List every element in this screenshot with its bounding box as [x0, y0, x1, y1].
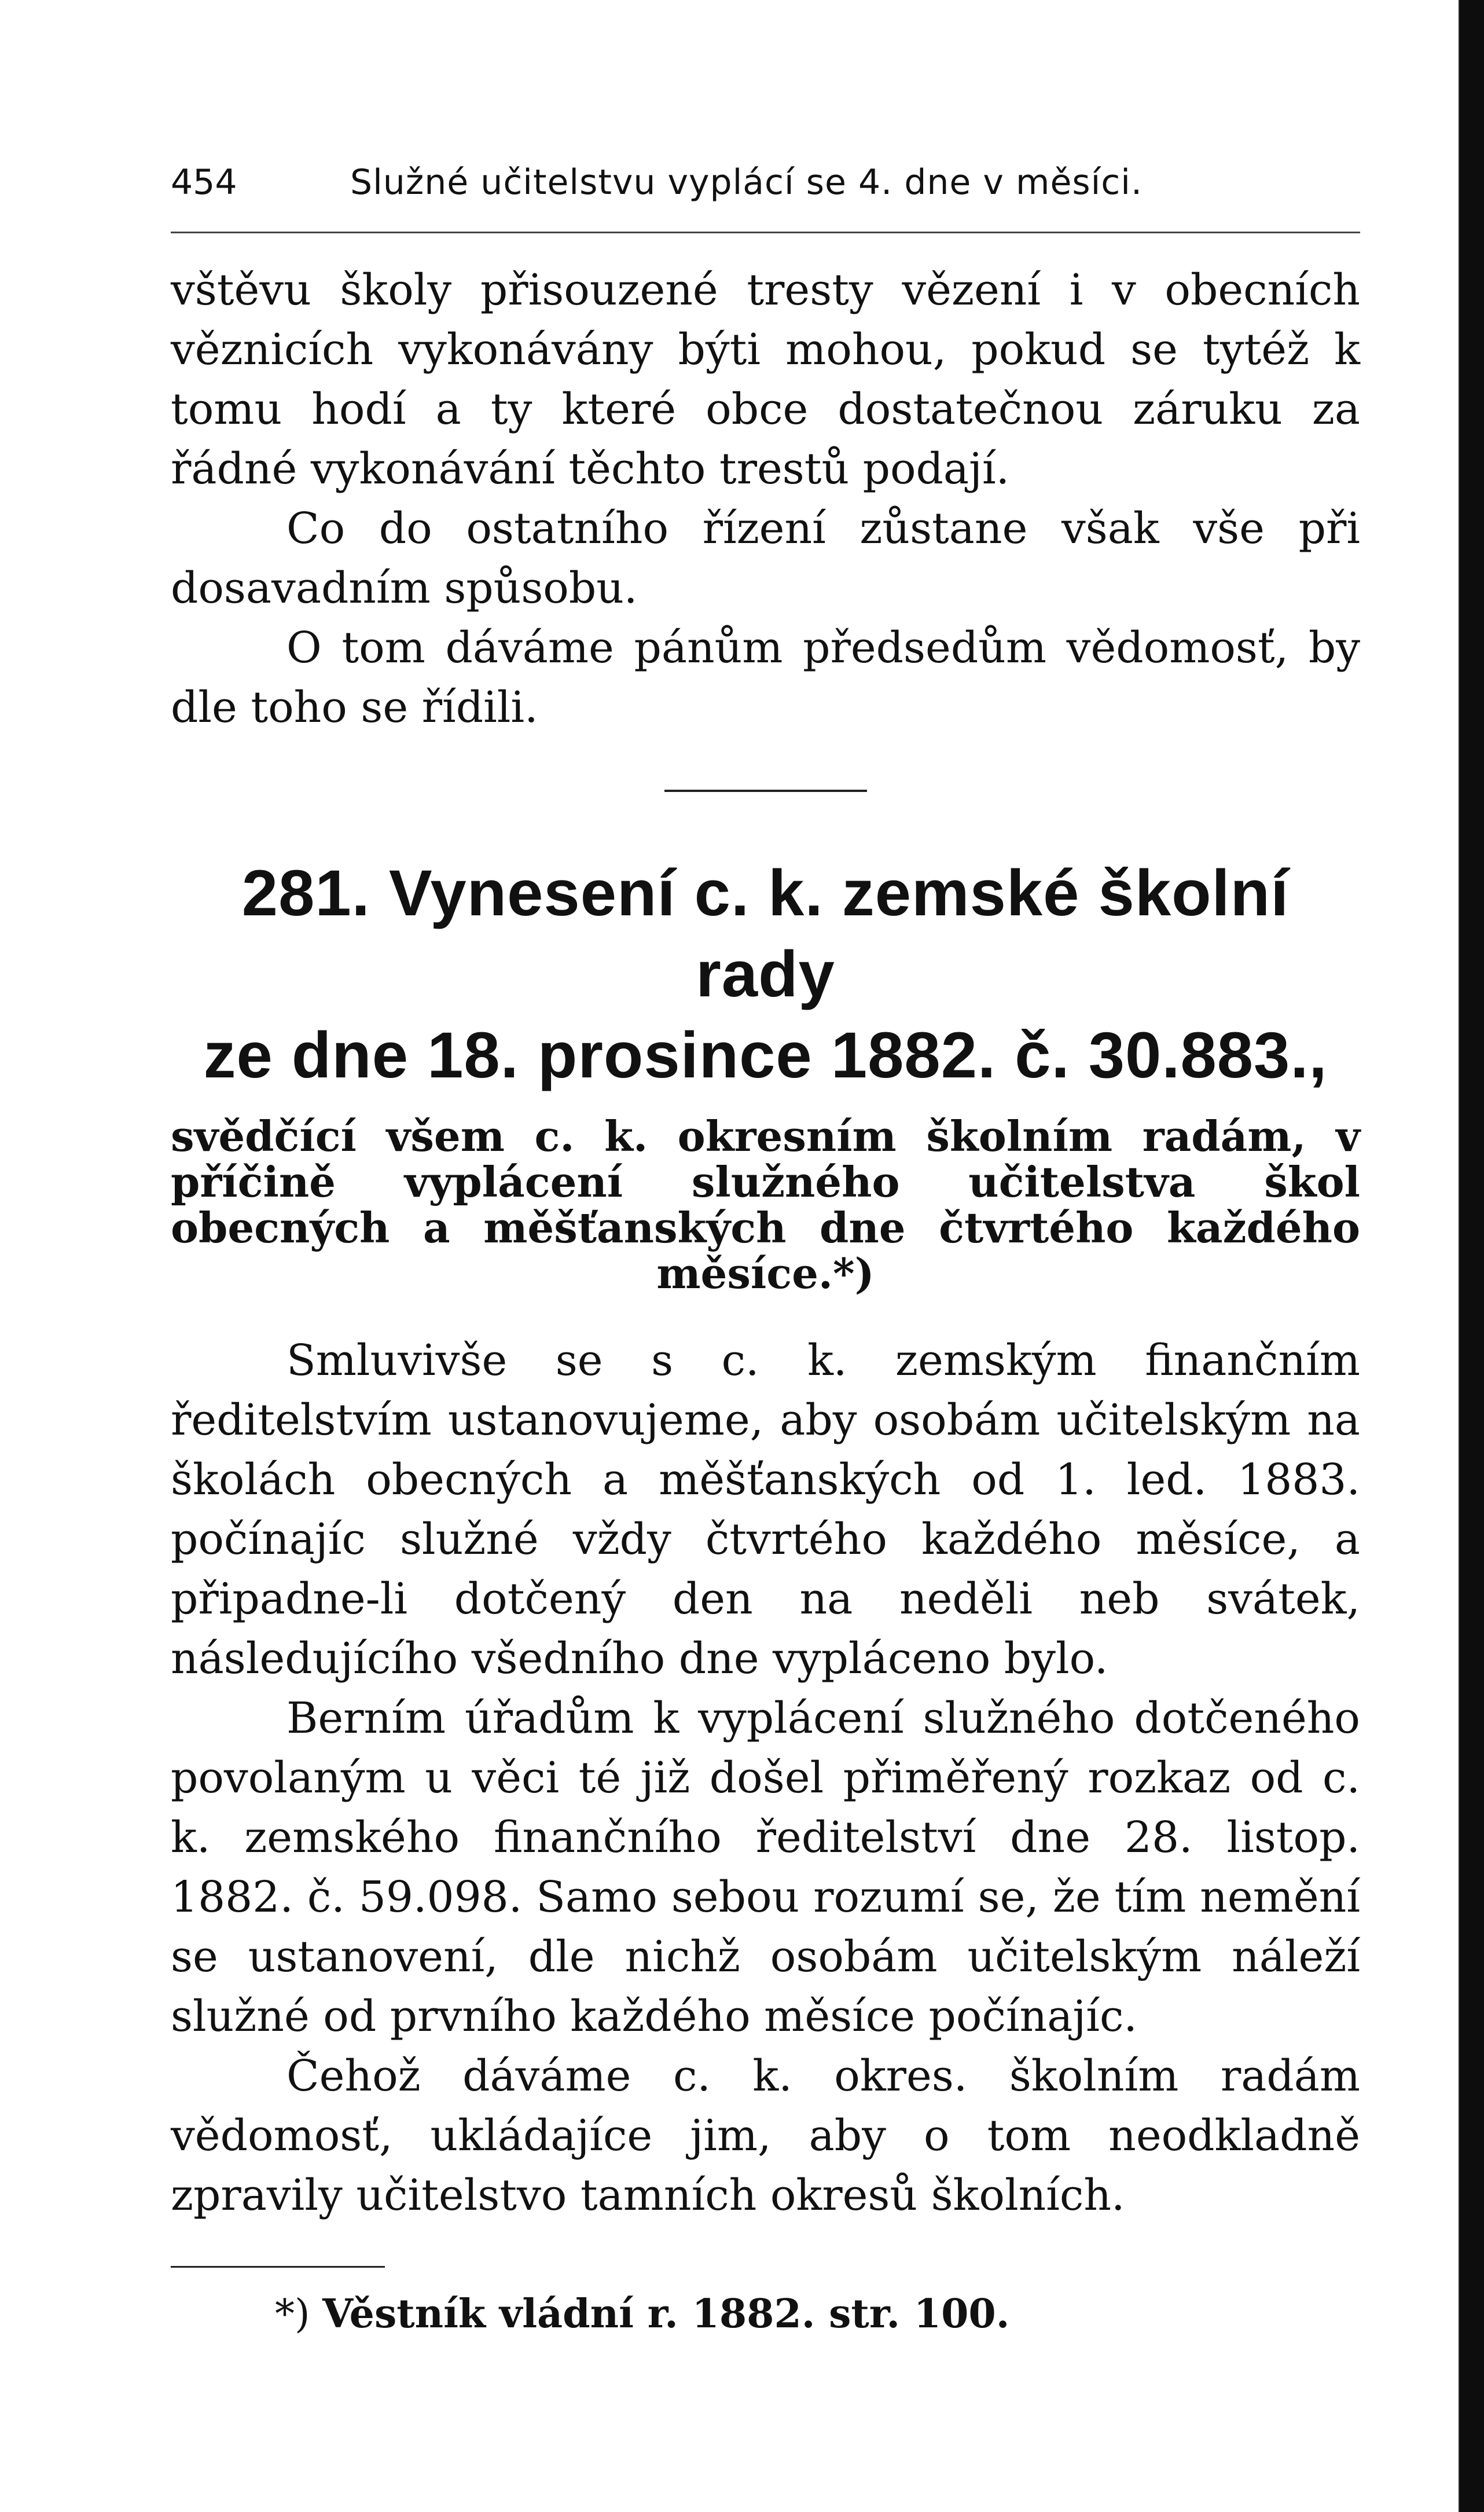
footnote-marker: *)	[275, 2291, 310, 2337]
page-edge-border	[1460, 0, 1484, 2512]
section-separator	[664, 790, 867, 792]
page-header	[171, 145, 1360, 208]
body-paragraph-1: Smluvivše se s c. k. zemským finančním ředitelstvím ustanovujeme, aby osobám učitelským na školách obecných a měšťanských od 1. led. 1883. počínajíc služné vždy čtvrtého každého měsíce, a připadne-li dotčený den na neděli neb svátek, následujícího všedního dne vypláceno bylo.	[171, 1336, 1360, 1684]
section-body	[171, 1331, 1360, 2225]
header-rule	[171, 232, 1360, 233]
section-title-line-2: ze dne 18. prosince 1882. č. 30.883.,	[203, 1019, 1328, 1091]
footnote-text: Věstník vládní r. 1882. str. 100.	[322, 2291, 1010, 2337]
body-paragraph-2: Berním úřadům k vyplácení služného dotčeného povolaným u věci té již došel přiměřený rozkaz od c. k. zemského finančního ředitelství dne 28. listop. 1882. č. 59.098. Samo sebou rozumí se, že tím nemění se ustanovení, dle nichž osobám učitelským náleží služné od prvního každého měsíce počínajíc.	[171, 1693, 1360, 2041]
footnote-rule	[171, 2266, 385, 2268]
book-page	[171, 145, 1360, 2337]
footnote	[275, 2288, 1360, 2341]
intro-paragraph-2: Co do ostatního řízení zůstane však vše při dosavadním spůsobu.	[171, 504, 1360, 613]
section-title-line-1: 281. Vynesení c. k. zemské školní rady	[241, 857, 1290, 1010]
section-subtitle: svědčící všem c. k. okresním školním radám, v příčině vyplácení služného učitelstva škol obecných a měšťanských dne čtvrtého každého měsíce.*)	[171, 1112, 1360, 1298]
page-number: 454	[171, 162, 237, 203]
intro-paragraph-3: O tom dáváme pánům předsedům vědomosť, by dle toho se řídili.	[171, 623, 1360, 732]
running-head: Služné učitelstvu vyplácí se 4. dne v měsíci.	[350, 162, 1143, 203]
intro-paragraph-1: vštěvu školy přisouzené tresty vězení i v obecních věznicích vykonávány býti mohou, pokud se tytéž k tomu hodí a ty které obce dostatečnou záruku za řádné vykonávání těchto trestů podají.	[171, 265, 1360, 494]
section-title	[171, 853, 1360, 1096]
page-body	[171, 261, 1360, 2341]
body-paragraph-3: Čehož dáváme c. k. okres. školním radám vědomosť, ukládajíce jim, aby o tom neodkladně zpravily učitelstvo tamních okresů školních.	[171, 2051, 1360, 2220]
